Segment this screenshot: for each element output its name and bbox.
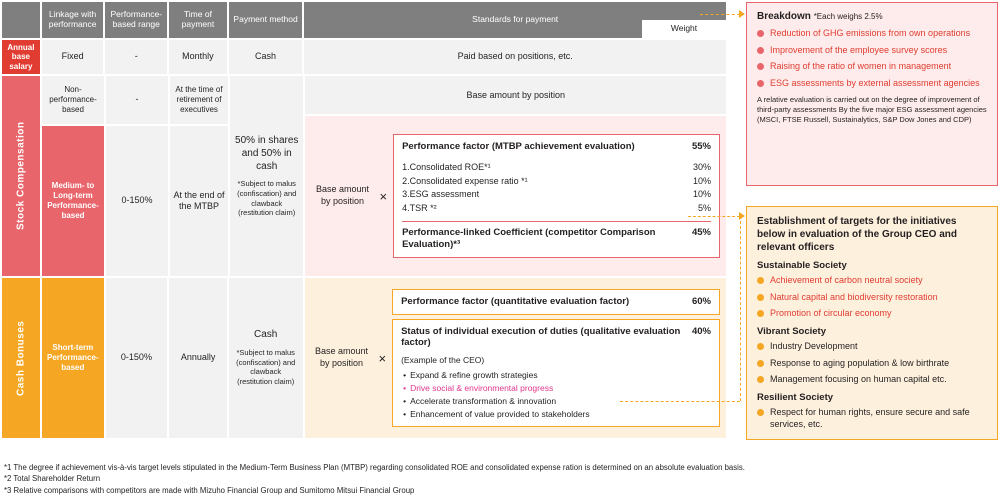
targets-item-label: Response to aging population & low birthrate (770, 357, 950, 368)
stock-item (402, 202, 711, 216)
header-range: Performance-based range (105, 2, 167, 38)
stock-linked-coefficient-pct: 45% (691, 227, 711, 239)
targets-item-label: Industry Development (770, 341, 858, 352)
stock-performance-factor-head (402, 141, 711, 153)
list-item (757, 28, 987, 40)
breakdown-item-label: ESG assessments by external assessment agencies (770, 78, 980, 89)
stock-method-note: *Subject to malus (confiscation) and clawback (restitution claim) (237, 179, 297, 218)
annual-method: Cash (229, 40, 303, 74)
panel-breakdown (746, 2, 998, 186)
cash-qualitative-pct: 40% (691, 325, 711, 337)
stock-performance-factor-pct: 55% (691, 141, 711, 153)
bullet-dot-icon (757, 30, 764, 37)
bullet-dot-icon (757, 277, 764, 284)
annual-standard: Paid based on positions, etc. (304, 40, 726, 74)
stock-evaluation-box (393, 134, 720, 258)
stock-performance-factor-title: Performance factor (MTBP achievement evaluation) (402, 141, 635, 153)
targets-section-title: Sustainable Society (757, 260, 847, 271)
stock-linked-coefficient-title: Performance-linked Coefficient (competitor Comparison Evaluation)*³ (402, 227, 656, 250)
row-cash-bonuses (2, 278, 726, 438)
connector-targets-lower (620, 401, 740, 402)
compensation-table (2, 2, 726, 438)
targets-item-label: Management focusing on human capital etc. (770, 374, 947, 385)
stock-range-column (106, 76, 168, 276)
list-item (757, 358, 987, 370)
connector-targets (688, 216, 740, 217)
stock-formula-area (305, 116, 726, 276)
list-item (757, 292, 987, 304)
stock-item-label: 2.Consolidated expense ratio *¹ (402, 175, 528, 186)
list-item (757, 374, 987, 386)
header-category-spacer (2, 2, 40, 38)
stock-item-label: 3.ESG assessment (402, 189, 480, 200)
stock-item-label: 4.TSR *² (402, 202, 437, 213)
list-item: • Expand & refine growth strategies (403, 369, 711, 382)
annual-range: - (105, 40, 167, 74)
targets-title: Establishment of targets for the initiatives below in evaluation of the Group CEO and relevant officers (757, 216, 958, 253)
list-item: • Accelerate transformation & innovation (403, 395, 711, 408)
cash-range: 0-150% (106, 278, 168, 438)
list-item (757, 341, 987, 353)
stock-item-label: 1.Consolidated ROE*¹ (402, 162, 491, 173)
list-item: • Drive social & environmental progress (403, 382, 711, 395)
footnote-2: *2 Total Shareholder Return (4, 474, 101, 484)
list-item (757, 308, 987, 320)
header-time: Time of payment (169, 2, 227, 38)
cash-linkage: Short-term Performance-based (42, 278, 104, 438)
cash-standards-column (305, 278, 727, 438)
connector-targets-riser (740, 216, 741, 401)
breakdown-title: Breakdown (757, 11, 811, 22)
stock-method (230, 76, 303, 276)
footnote-1: *1 The degree if achievement vis-à-vis target levels stipulated in the Medium-Term Business Plan (MTBP) regarding consolidated ROE and consolidated expense ration is determined on an absolute evaluation basis. (4, 463, 745, 472)
cash-example-list (403, 369, 711, 420)
bullet-dot-icon (757, 376, 764, 383)
stock-range-mltperf: 0-150% (106, 126, 168, 276)
stock-item-pct: 10% (692, 189, 711, 200)
list-item: • Enhancement of value provided to stakeholders (403, 408, 711, 421)
stock-item (402, 161, 711, 175)
bullet-dot-icon (757, 80, 764, 87)
bullet-dot-icon (757, 310, 764, 317)
connector-breakdown (700, 14, 740, 15)
stock-linkage-column (42, 76, 104, 276)
header-weight: Weight (642, 20, 726, 38)
cash-qualitative-head (401, 326, 711, 350)
cash-quantitative-head (401, 296, 711, 308)
stock-linkage-mltperf: Medium- to Long-term Performance-based (42, 126, 104, 276)
breakdown-title-note: *Each weighs 2.5% (813, 12, 883, 21)
stock-time-mltperf: At the end of the MTBP (170, 126, 228, 276)
category-stock-compensation: Stock Compensation (2, 76, 40, 276)
bullet-dot-icon (757, 360, 764, 367)
stock-base-amount-label: Base amount by position (315, 184, 369, 206)
bullet-dot-icon (757, 343, 764, 350)
row-annual-base-salary (2, 40, 726, 74)
bullet-dot-icon (757, 63, 764, 70)
panel-targets (746, 206, 998, 440)
stock-item (402, 188, 711, 202)
divider (402, 221, 711, 222)
cash-quantitative-title: Performance factor (quantitative evaluation factor) (401, 295, 630, 307)
cash-quantitative-pct: 60% (691, 295, 711, 307)
annual-linkage: Fixed (42, 40, 104, 74)
cash-qualitative-box (392, 319, 720, 428)
targets-item-label: Respect for human rights, ensure secure and safe services, etc. (770, 407, 970, 429)
row-stock-compensation (2, 76, 726, 276)
footnotes (4, 462, 964, 496)
stock-multiply-sign: × (379, 188, 388, 204)
list-item (757, 275, 987, 287)
cash-example-label: (Example of the CEO) (401, 355, 485, 366)
stock-method-main: 50% in shares and 50% in cash (235, 135, 299, 172)
cash-base-amount-label: Base amount by position (314, 346, 369, 368)
list-item (757, 407, 987, 430)
bullet-dot-icon (757, 47, 764, 54)
stock-standards-column (305, 76, 726, 276)
breakdown-item-label: Raising of the ratio of women in management (770, 61, 952, 72)
table-header-row (2, 2, 726, 38)
bullet-dot-icon (757, 409, 764, 416)
stock-item-pct: 30% (692, 162, 711, 173)
header-standards (304, 2, 726, 38)
stock-range-nonperf: - (106, 76, 168, 124)
targets-section-title: Resilient Society (757, 392, 834, 404)
category-cash-bonuses: Cash Bonuses (2, 278, 40, 438)
targets-item-label: Natural capital and biodiversity restoration (770, 291, 938, 302)
stock-base-amount-by-position: Base amount by position (305, 76, 726, 114)
cash-method-note: *Subject to malus (confiscation) and clawback (restitution claim) (236, 347, 296, 386)
targets-section-title: Vibrant Society (757, 326, 826, 338)
stock-time-column (170, 76, 228, 276)
breakdown-item-label: Improvement of the employee survey scores (770, 44, 948, 55)
header-method: Payment method (229, 2, 303, 38)
stock-item (402, 175, 711, 189)
breakdown-item-label: Reduction of GHG emissions from own operations (770, 28, 971, 38)
stock-linkage-nonperf: Non-performance-based (42, 76, 104, 124)
stock-item-pct: 10% (692, 175, 711, 186)
list-item (757, 78, 987, 90)
targets-item-label: Achievement of carbon neutral society (770, 275, 923, 285)
stock-item-pct: 5% (697, 202, 711, 213)
cash-quantitative-box (392, 289, 720, 315)
list-item (757, 61, 987, 73)
cash-time: Annually (169, 278, 227, 438)
breakdown-note: A relative evaluation is carried out on the degree of improvement of third-party assessments By the five major ESG assessment agencies (MSCI, FTSE Russell, Sustainalytics, S&P Dow Jones and CDP) (757, 94, 987, 124)
cash-method-main: Cash (254, 329, 278, 341)
footnote-3: *3 Relative comparisons with competitors are made with Mizuho Financial Group and Sumitomo Mitsui Financial Group (4, 485, 415, 495)
list-item (757, 45, 987, 57)
cash-method (229, 278, 303, 438)
stock-linked-coefficient-head (402, 227, 711, 251)
stock-time-nonperf: At the time of retirement of executives (170, 76, 228, 124)
connector-breakdown-arrow (739, 10, 745, 18)
cash-multiply-sign: × (378, 350, 387, 366)
bullet-dot-icon (757, 294, 764, 301)
header-standards-label: Standards for payment (472, 14, 559, 25)
cash-qualitative-title: Status of individual execution of duties (qualitative evaluation factor) (401, 325, 681, 349)
category-annual-base-salary: Annual base salary (2, 40, 40, 74)
targets-item-label: Promotion of circular economy (770, 308, 892, 319)
header-linkage: Linkage with performance (42, 2, 104, 38)
annual-time: Monthly (169, 40, 227, 74)
breakdown-title-row (757, 11, 987, 22)
